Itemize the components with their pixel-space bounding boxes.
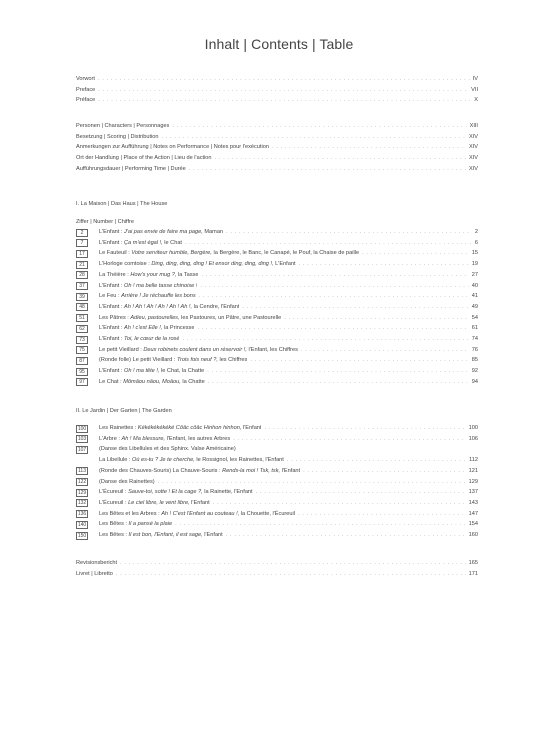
dot-leader — [226, 531, 466, 540]
entry-page-number: 49 — [471, 303, 478, 310]
entry-label — [99, 499, 210, 508]
entry-page-number: 40 — [471, 282, 478, 289]
toc-entry[interactable] — [76, 499, 478, 508]
entry-label: Livret | Libretto — [76, 570, 113, 577]
entry-incipit: Trois fois neuf ?, — [176, 357, 218, 364]
toc-entry[interactable] — [76, 303, 478, 312]
entry-characters: le Chat — [162, 239, 182, 246]
entry-page-number: 15 — [471, 250, 478, 257]
entry-incipit: Adieu, pastourelles, — [130, 314, 180, 321]
rehearsal-number-box: 100 — [77, 425, 87, 432]
entry-page-number: 165 — [468, 560, 478, 566]
entry-page-number: 19 — [471, 261, 478, 268]
dot-leader — [116, 570, 466, 579]
entry-label — [99, 510, 295, 519]
toc-entry[interactable] — [76, 96, 478, 105]
dot-leader — [120, 559, 466, 568]
rehearsal-number-box: 7 — [76, 239, 88, 247]
entry-label: Preface — [76, 86, 96, 93]
entry-page-number: 106 — [468, 435, 478, 442]
dot-leader — [162, 133, 466, 142]
entry-incipit: Ding, ding, ding, ding ! Et ensor ding, ding, ding !, — [151, 261, 274, 268]
dot-leader — [301, 346, 469, 355]
entry-speaker: Les Bêtes et les Arbres : — [99, 510, 162, 517]
entry-speaker: L'Écureuil : — [99, 489, 129, 496]
entry-speaker: Les Bêtes : — [99, 532, 129, 538]
entry-speaker: L'Enfant : — [99, 239, 125, 246]
entry-label: Personen | Characters | Personnages — [76, 123, 170, 129]
entry-characters: la Chatte — [180, 378, 205, 385]
entry-page-number: 85 — [471, 357, 478, 364]
entry-speaker: (Danse des Libellules et des Sphinx. Valse Américaine) — [99, 446, 236, 453]
rehearsal-number-box: 51 — [76, 314, 88, 322]
rehearsal-number-box: 107 — [77, 446, 87, 453]
entry-label — [99, 346, 298, 355]
entry-characters: l'Enfant, les Chiffres — [246, 346, 298, 353]
entry-incipit: Kékékékékéké Côâc côâc Hinhon hinhon, — [137, 425, 242, 431]
entry-characters: la Chouette, l'Écureuil — [239, 510, 295, 517]
entry-speaker: L'Enfant : — [99, 325, 125, 332]
dot-leader — [250, 356, 468, 365]
toc-entry[interactable] — [76, 531, 478, 540]
entry-speaker: L'Enfant : — [99, 229, 125, 235]
rehearsal-number-box: 103 — [77, 436, 87, 443]
dot-leader — [213, 499, 466, 508]
entry-page-number: 94 — [471, 378, 478, 385]
entry-label — [99, 228, 223, 237]
entry-page-number: 100 — [468, 425, 478, 431]
entry-speaker: (Danse des Rainettes) — [99, 478, 155, 485]
rehearsal-number-box: 95 — [76, 368, 88, 376]
entry-label — [99, 314, 281, 323]
entry-incipit: Ah ! C'est l'Enfant au couteau !, — [161, 510, 240, 517]
entry-label — [99, 292, 196, 301]
entry-incipit: Où es-tu ? Je te cherche, — [131, 457, 195, 464]
entry-incipit: Oh ! ma tête !, — [124, 368, 160, 375]
dot-leader — [207, 367, 469, 376]
rehearsal-number-box: 48 — [76, 303, 88, 311]
toc-entry[interactable] — [76, 478, 478, 487]
entry-page-number: XIII — [469, 123, 478, 129]
toc-entry[interactable] — [76, 133, 478, 142]
entry-speaker: Les Rainettes : — [99, 425, 138, 431]
entry-speaker: Le Fauteuil : — [99, 250, 132, 257]
entry-incipit: How's your mug ?, — [130, 271, 177, 278]
entry-label — [99, 531, 223, 540]
part2-heading: II. Le Jardin | Der Garten | The Garden — [76, 408, 172, 414]
entry-speaker: L'Enfant : — [99, 303, 125, 310]
toc-entry[interactable] — [76, 154, 478, 163]
entry-speaker: L'Arbre : — [99, 435, 122, 442]
entry-page-number: VII — [471, 86, 478, 93]
entry-incipit: Ah ! c'est Elle !, — [124, 325, 163, 332]
entry-characters: l'Enfant — [202, 532, 223, 538]
dot-leader — [197, 324, 468, 333]
entry-page-number: 154 — [468, 521, 478, 528]
toc-entry[interactable] — [76, 314, 478, 323]
entry-speaker: L'Enfant : — [99, 336, 125, 342]
entry-speaker: Le petit Vieillard : — [99, 346, 144, 353]
rehearsal-number-box: 75 — [76, 346, 88, 354]
entry-page-number: 2 — [474, 229, 478, 235]
entry-label: Besetzung | Scoring | Distribution — [76, 133, 159, 140]
entry-speaker: Le Feu : — [99, 293, 122, 300]
entry-incipit: Il est bon, l'Enfant, il est sage, — [128, 532, 203, 538]
toc-entry[interactable] — [76, 346, 478, 355]
rehearsal-number-box: 136 — [77, 511, 87, 518]
entry-label — [99, 456, 284, 465]
entry-label: Aufführungsdauer | Performing Time | Durée — [76, 165, 186, 172]
entry-incipit: Le ciel libre, le vent libre, — [128, 499, 190, 506]
rehearsal-number-box: 122 — [77, 479, 87, 485]
entry-label: Préface — [76, 97, 96, 104]
toc-entry[interactable] — [76, 324, 478, 333]
dot-leader — [185, 239, 472, 248]
entry-page-number: 41 — [471, 293, 478, 300]
dot-leader — [298, 510, 466, 519]
entry-speaker: L'Horloge comtoise : — [99, 261, 152, 268]
rehearsal-number-box: 2 — [76, 229, 88, 237]
entry-label — [99, 424, 261, 433]
entry-label — [99, 260, 296, 269]
entry-incipit: Votre serviteur humble, Bergère, — [131, 250, 212, 257]
entry-incipit: J'ai pas envie de faire ma page, — [124, 229, 203, 235]
entry-label — [99, 445, 236, 454]
toc-entry[interactable] — [76, 143, 478, 152]
entry-label — [99, 282, 197, 291]
entry-page-number: XIV — [468, 144, 478, 151]
entry-characters: le Rossignol, les Rainettes, l'Enfant — [194, 457, 284, 464]
dot-leader — [233, 435, 465, 444]
entry-page-number: 129 — [468, 478, 478, 485]
rehearsal-number-box: 17 — [76, 250, 88, 258]
toc-entry[interactable] — [76, 367, 478, 376]
entry-characters: l'Enfant — [189, 499, 210, 506]
rehearsal-number-box: 21 — [76, 261, 88, 269]
toc-entry[interactable] — [76, 260, 478, 269]
entry-characters: les Chiffres — [217, 357, 248, 364]
dot-leader — [172, 122, 466, 131]
toc-entry[interactable] — [76, 282, 478, 291]
entry-incipit: Sauve-toi, sotte ! Et la cage ?, — [128, 489, 203, 496]
part1-heading: I. La Maison | Das Haus | The House — [76, 201, 168, 207]
entry-label: Vorwort — [76, 76, 95, 82]
entry-label — [99, 303, 239, 312]
toc-entry[interactable] — [76, 424, 478, 433]
entry-incipit: Toi, le cœur de la rosé — [124, 336, 180, 342]
entry-page-number: IV — [472, 76, 478, 82]
toc-entry[interactable] — [76, 378, 478, 387]
entry-speaker: (Ronde folle) Le petit Vieillard : — [99, 357, 177, 364]
dot-leader — [256, 488, 466, 497]
entry-incipit: Ça m'est égal !, — [124, 239, 163, 246]
toc-entry[interactable] — [76, 228, 478, 237]
toc-entry[interactable] — [76, 570, 478, 579]
entry-page-number: XIV — [468, 155, 478, 162]
toc-entry[interactable] — [76, 292, 478, 301]
entry-incipit: Rends-la moi ! Tsk, tsk, — [222, 467, 281, 474]
rehearsal-number-box: 150 — [77, 532, 87, 539]
rehearsal-number-box: 113 — [76, 467, 88, 475]
dot-leader — [299, 260, 469, 269]
entry-characters: la Tasse — [176, 271, 199, 278]
rehearsal-number-box: 39 — [76, 293, 88, 301]
entry-incipit: Ah ! Ma blessure, — [121, 435, 166, 442]
entry-speaker: La Libellule : — [99, 457, 132, 464]
entry-page-number: XIV — [468, 133, 478, 140]
entry-incipit: Mômâou nâou, Moâou, — [123, 378, 181, 385]
dot-leader — [287, 456, 466, 465]
entry-label — [99, 356, 247, 365]
entry-label — [99, 324, 194, 333]
rehearsal-number-box: 28 — [76, 271, 88, 279]
toc-entry[interactable] — [76, 520, 478, 529]
entry-label: Ort der Handlung | Place of the Action | Lieu de l'action — [76, 155, 212, 162]
entry-characters: l'Enfant — [280, 467, 301, 474]
rehearsal-number-box: 73 — [76, 336, 88, 344]
rehearsal-number-box: 129 — [77, 489, 87, 496]
entry-characters: L'Enfant — [273, 261, 296, 268]
dot-leader — [98, 86, 468, 95]
entry-incipit: Il a pansé la plaie — [128, 521, 173, 528]
dot-leader — [272, 143, 466, 152]
entry-speaker: La Théière : — [99, 271, 131, 278]
entry-page-number: X — [474, 97, 478, 104]
entry-page-number: 61 — [471, 325, 478, 332]
entry-speaker: Le Chat : — [99, 378, 124, 385]
entry-speaker: L'Enfant : — [99, 368, 125, 375]
entry-incipit: Ah ! Ah ! Ah ! Ah ! Ah ! Ah !, — [124, 303, 193, 310]
dot-leader — [182, 335, 468, 344]
toc-entry[interactable] — [76, 488, 478, 497]
toc-entry[interactable] — [76, 435, 478, 444]
entry-label — [99, 335, 179, 344]
rehearsal-number-box: 37 — [76, 282, 88, 290]
entry-speaker: Les Bêtes : — [99, 521, 129, 528]
dot-leader — [199, 292, 469, 301]
entry-characters: Maman — [202, 229, 224, 235]
entry-characters: la Princesse — [162, 325, 195, 332]
entry-label — [99, 367, 204, 376]
entry-page-number: 27 — [471, 271, 478, 278]
toc-entry[interactable] — [76, 445, 478, 454]
entry-page-number: 121 — [468, 467, 478, 474]
toc-entry[interactable] — [76, 239, 478, 248]
toc-entry[interactable] — [76, 86, 478, 95]
toc-entry[interactable] — [76, 335, 478, 344]
entry-page-number: 112 — [469, 457, 478, 464]
entry-page-number: 147 — [468, 510, 478, 517]
dot-leader — [242, 303, 468, 312]
toc-entry[interactable] — [76, 75, 478, 84]
dot-leader — [201, 271, 468, 280]
entry-page-number: 160 — [468, 532, 478, 538]
entry-characters: la Rainette, l'Enfant — [202, 489, 253, 496]
toc-entry[interactable] — [76, 510, 478, 519]
entry-characters: l'Enfant, les autres Arbres — [165, 435, 231, 442]
dot-leader — [208, 378, 469, 387]
entry-page-number: 54 — [471, 314, 478, 321]
entry-label: Anmerkungen zur Aufführung | Notes on Performance | Notes pour l'exécution — [76, 144, 269, 151]
toc-entry[interactable] — [76, 467, 478, 476]
dot-leader — [158, 478, 466, 487]
entry-page-number: 143 — [468, 499, 478, 506]
dot-leader — [362, 249, 469, 258]
entry-page-number: 76 — [471, 346, 478, 353]
dot-leader — [215, 154, 466, 163]
entry-label — [99, 249, 359, 258]
dot-leader — [200, 282, 468, 291]
toc-entry[interactable] — [76, 356, 478, 365]
entry-label: Revisionsbericht — [76, 560, 118, 566]
entry-page-number: 92 — [471, 368, 478, 375]
entry-label — [99, 488, 253, 497]
entry-label — [99, 239, 182, 248]
entry-page-number: 74 — [471, 336, 478, 342]
rehearsal-number-box: 97 — [76, 378, 88, 386]
dot-leader — [303, 467, 466, 476]
entry-label — [99, 467, 300, 476]
entry-page-number: 6 — [474, 239, 478, 246]
dot-leader — [98, 96, 471, 105]
rehearsal-number-box: 62 — [76, 325, 88, 333]
entry-incipit: Arrière ! Je réchauffe les bons — [121, 293, 196, 300]
toc-entry[interactable] — [76, 456, 478, 465]
rehearsal-number-box: 132 — [77, 500, 87, 507]
entry-incipit: Deux robinets coulent dans un réservoir !, — [143, 346, 247, 353]
toc-entry[interactable] — [76, 271, 478, 280]
entry-label — [99, 435, 230, 444]
entry-label — [99, 378, 205, 387]
entry-page-number: XIV — [468, 165, 478, 172]
toc-entry[interactable] — [76, 122, 478, 131]
entry-page-number: 137 — [468, 489, 478, 496]
dot-leader — [264, 424, 465, 433]
entry-characters: l'Enfant — [241, 425, 262, 431]
entry-characters: les Pastoures, un Pâtre, une Pastourelle — [179, 314, 282, 321]
entry-speaker: (Ronde des Chauves-Souris) La Chauve-Souris : — [99, 467, 223, 474]
dot-leader — [189, 165, 466, 174]
dot-leader — [98, 75, 470, 84]
page-title: Inhalt | Contents | Table — [204, 36, 354, 52]
number-column-heading: Ziffer | Number | Chiffre — [76, 219, 135, 225]
toc-entry[interactable] — [76, 249, 478, 258]
entry-speaker: Les Pâtres : — [99, 314, 131, 321]
dot-leader — [284, 314, 469, 323]
entry-label — [99, 478, 155, 487]
entry-label — [99, 520, 172, 529]
toc-entry[interactable] — [76, 165, 478, 174]
entry-speaker: L'Écureuil : — [99, 499, 129, 506]
entry-characters: la Cendre, l'Enfant — [192, 303, 240, 310]
entry-page-number: 171 — [468, 570, 478, 577]
entry-characters: la Bergère, le Banc, le Canapé, le Pouf, la Chaise de paille — [211, 250, 360, 257]
rehearsal-number-box: 87 — [76, 357, 88, 365]
entry-label — [99, 271, 198, 280]
toc-entry[interactable] — [76, 559, 478, 568]
dot-leader — [175, 520, 466, 529]
dot-leader — [226, 228, 472, 237]
entry-incipit: Oh ! ma belle tasse chinoise ! — [124, 282, 198, 289]
rehearsal-number-box: 140 — [77, 521, 87, 528]
entry-characters: le Chat, la Chatte — [159, 368, 205, 375]
entry-speaker: L'Enfant : — [99, 282, 125, 289]
